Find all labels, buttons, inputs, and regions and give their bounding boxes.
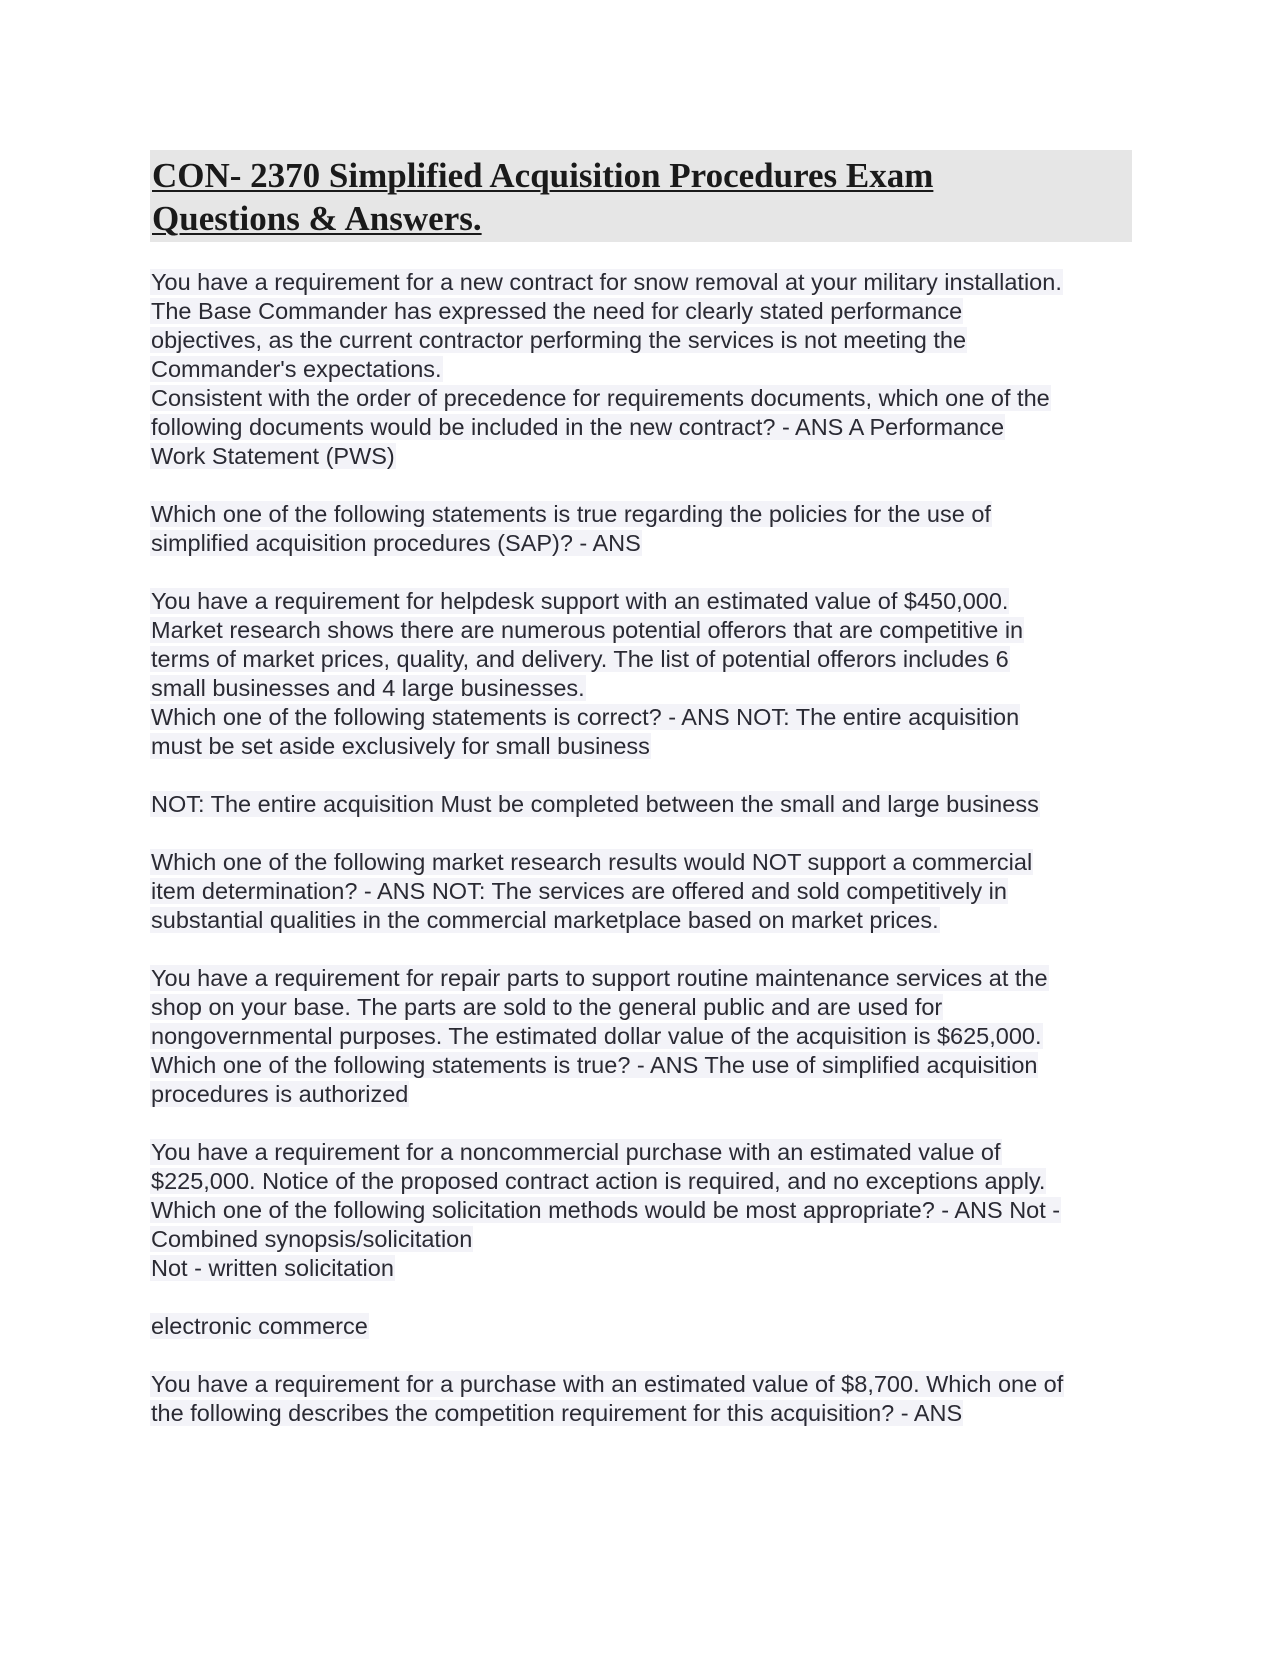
question-paragraph xyxy=(150,1312,1132,1341)
text-line xyxy=(150,1167,1132,1196)
text-line-content: electronic commerce xyxy=(151,1313,368,1339)
text-line-content: Which one of the following statements is true? - ANS The use of simplified acquisition xyxy=(151,1052,1038,1078)
text-line-content: item determination? - ANS NOT: The services are offered and sold competitively in xyxy=(151,878,1007,904)
question-paragraph xyxy=(150,790,1132,819)
text-line-content: shop on your base. The parts are sold to the general public and are used for xyxy=(151,994,943,1020)
document-body xyxy=(150,268,1132,1428)
text-line-content: Which one of the following statements is true regarding the policies for the use of xyxy=(151,501,991,527)
text-line-content: Combined synopsis/solicitation xyxy=(151,1226,473,1252)
text-line-content: simplified acquisition procedures (SAP)? - ANS xyxy=(151,530,641,556)
text-line-content: terms of market prices, quality, and delivery. The list of potential offerors includes 6 xyxy=(151,646,1009,672)
text-line-content: nongovernmental purposes. The estimated dollar value of the acquisition is $625,000. xyxy=(151,1023,1042,1049)
text-line-content: Market research shows there are numerous potential offerors that are competitive in xyxy=(151,617,1024,643)
text-line xyxy=(150,1080,1132,1109)
text-line xyxy=(150,529,1132,558)
text-line-content: You have a requirement for helpdesk support with an estimated value of $450,000. xyxy=(151,588,1009,614)
text-line xyxy=(150,906,1132,935)
document-page xyxy=(150,150,1132,1457)
text-line xyxy=(150,500,1132,529)
text-line xyxy=(150,993,1132,1022)
title-line: CON- 2370 Simplified Acquisition Procedures Exam xyxy=(152,156,934,195)
text-line xyxy=(150,964,1132,993)
text-line-content: Commander's expectations. xyxy=(151,356,442,382)
text-line-content: NOT: The entire acquisition Must be completed between the small and large business xyxy=(151,791,1039,817)
text-line-content: Which one of the following market research results would NOT support a commercial xyxy=(151,849,1033,875)
text-line xyxy=(150,877,1132,906)
question-paragraph xyxy=(150,500,1132,558)
text-line-content: the following describes the competition requirement for this acquisition? - ANS xyxy=(151,1400,963,1426)
text-line-content: Which one of the following statements is correct? - ANS NOT: The entire acquisition xyxy=(151,704,1020,730)
text-line xyxy=(150,1399,1132,1428)
question-paragraph xyxy=(150,268,1132,471)
text-line xyxy=(150,413,1132,442)
text-line xyxy=(150,790,1132,819)
title-line: Questions & Answers. xyxy=(152,199,482,238)
text-line xyxy=(150,384,1132,413)
text-line-content: objectives, as the current contractor performing the services is not meeting the xyxy=(151,327,967,353)
text-line-content: procedures is authorized xyxy=(151,1081,409,1107)
text-line xyxy=(150,1225,1132,1254)
text-line xyxy=(150,268,1132,297)
text-line-content: You have a requirement for a new contract for snow removal at your military installation. xyxy=(151,269,1062,295)
question-paragraph xyxy=(150,964,1132,1109)
text-line xyxy=(150,297,1132,326)
text-line-content: substantial qualities in the commercial marketplace based on market prices. xyxy=(151,907,939,933)
text-line xyxy=(150,326,1132,355)
question-paragraph xyxy=(150,587,1132,761)
text-line xyxy=(150,1138,1132,1167)
text-line xyxy=(150,1370,1132,1399)
text-line-content: You have a requirement for a noncommercial purchase with an estimated value of xyxy=(151,1139,1001,1165)
text-line-content: The Base Commander has expressed the need for clearly stated performance xyxy=(151,298,963,324)
text-line xyxy=(150,442,1132,471)
text-line-content: Consistent with the order of precedence for requirements documents, which one of the xyxy=(151,385,1050,411)
text-line-content: must be set aside exclusively for small business xyxy=(151,733,650,759)
text-line xyxy=(150,587,1132,616)
text-line-content: small businesses and 4 large businesses. xyxy=(151,675,585,701)
text-line xyxy=(150,732,1132,761)
text-line xyxy=(150,1312,1132,1341)
text-line-content: following documents would be included in the new contract? - ANS A Performance xyxy=(151,414,1005,440)
text-line-content: Not - written solicitation xyxy=(151,1255,394,1281)
question-paragraph xyxy=(150,1370,1132,1428)
question-paragraph xyxy=(150,848,1132,935)
text-line xyxy=(150,645,1132,674)
text-line xyxy=(150,1254,1132,1283)
text-line-content: Work Statement (PWS) xyxy=(151,443,395,469)
text-line-content: You have a requirement for a purchase with an estimated value of $8,700. Which one of xyxy=(151,1371,1064,1397)
text-line xyxy=(150,848,1132,877)
text-line xyxy=(150,674,1132,703)
text-line xyxy=(150,355,1132,384)
document-title xyxy=(150,150,1132,242)
text-line xyxy=(150,1022,1132,1051)
text-line-content: Which one of the following solicitation methods would be most appropriate? - ANS Not - xyxy=(151,1197,1061,1223)
text-line-content: You have a requirement for repair parts to support routine maintenance services at the xyxy=(151,965,1048,991)
text-line-content: $225,000. Notice of the proposed contract action is required, and no exceptions apply. xyxy=(151,1168,1046,1194)
text-line xyxy=(150,1051,1132,1080)
text-line xyxy=(150,1196,1132,1225)
text-line xyxy=(150,616,1132,645)
question-paragraph xyxy=(150,1138,1132,1283)
text-line xyxy=(150,703,1132,732)
